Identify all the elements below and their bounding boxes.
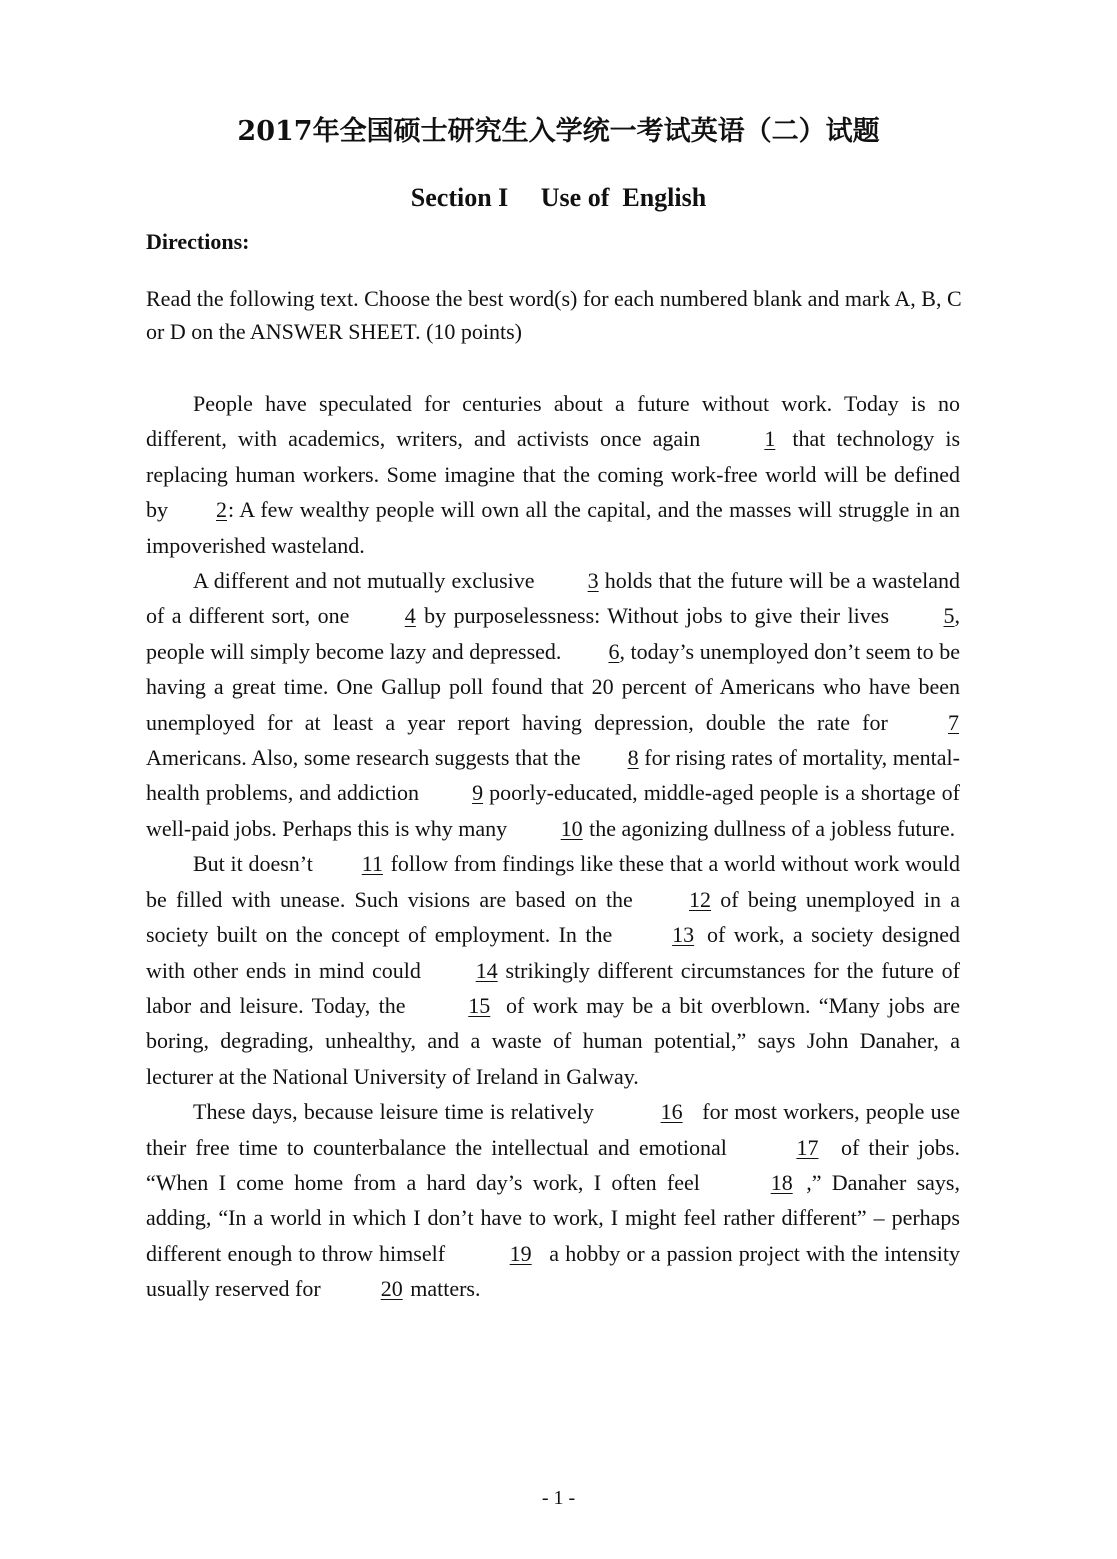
blank-17: 17 [796,1134,819,1160]
section-heading: Section I Use of English [410,183,707,212]
passage-text: strikingly different circumstances for the future of labor and leisure. Today, the [146,957,960,1018]
blank-2: 2 [216,497,227,523]
passage-text: follow from findings like these that a world without work would be filled with unease. Such visions are based on the [146,851,960,912]
passage-text: for rising rates of mortality, mental-health problems, and addiction [146,745,960,806]
blank-18: 18 [770,1169,793,1195]
blank-1: 1 [764,426,776,452]
passage-text: These days, because leisure time is relatively [193,1099,601,1125]
exam-title: 2017年全国硕士研究生入学统一考试英语（二）试题 [237,116,880,147]
passage-text: for most workers, people use their free time to counterbalance the intellectual and emotional [146,1099,960,1160]
blank-5: 5 [943,603,955,629]
blank-16: 16 [660,1099,683,1125]
passage-text: matters. [410,1276,481,1302]
directions-label: Directions: [146,229,250,254]
blank-10: 10 [560,815,583,841]
passage-paragraph-4 [146,1094,960,1306]
blank-13: 13 [672,922,695,948]
passage-text: the agonizing dullness of a jobless future. [589,815,956,841]
passage-text: that technology is replacing human workers. Some imagine that the coming work-free world will be defined by [146,426,961,523]
passage-text: A different and not mutually exclusive [193,568,541,594]
passage-text: : A few wealthy people will own all the capital, and the masses will struggle in an impoverished wasteland. [146,497,960,558]
blank-9: 9 [472,780,484,806]
blank-11: 11 [361,851,383,877]
passage-paragraph-3 [146,846,960,1094]
passage-text: of being unemployed in a society built on the concept of employment. In the [146,886,960,948]
passage-text: But it doesn’t [193,851,313,877]
passage-paragraph-2 [146,563,960,846]
passage-text: poorly-educated, middle-aged people is a shortage of well-paid jobs. Perhaps this is why many [146,780,960,841]
passage-text: holds that the future will be a wasteland of a different sort, one [146,568,960,629]
passage-text: a hobby or a passion project with the intensity usually reserved for [146,1240,961,1302]
passage-text: , today’s unemployed don’t seem to be having a great time. One Gallup poll found that 20 percent of Americans who have been unemployed for at least a year report having depression, double the rate for [146,638,960,735]
blank-6: 6 [608,638,620,664]
passage-text: of work may be a bit overblown. “Many jobs are boring, degrading, unhealthy, and a waste of human potential,” says John Danaher, a lecturer at the National University of Ireland in Galway. [146,992,961,1089]
passage-text: of their jobs. “When I come home from a hard day’s work, I often feel [146,1134,960,1195]
blank-8: 8 [627,745,639,771]
passage-text: Americans. Also, some research suggests that the [146,745,581,771]
passage-text: People have speculated for centuries about a future without work. Today is no different, with academics, writers, and activists once again [146,391,960,452]
passage-paragraph-1 [146,386,960,563]
passage-text: , people will simply become lazy and depressed. [146,603,960,664]
blank-20: 20 [380,1276,403,1302]
passage-text: of work, a society designed with other ends in mind could [146,922,960,983]
blank-14: 14 [475,957,498,983]
blank-15: 15 [468,992,491,1018]
page-number: - 1 - [541,1487,576,1509]
passage-text: ,” Danaher says, adding, “In a world in which I don’t have to work, I might feel rather different” – perhaps different enough to throw himself [146,1169,960,1266]
blank-7: 7 [948,709,959,735]
blank-4: 4 [404,603,416,629]
passage-text: by purposelessness: Without jobs to give their lives [416,603,897,629]
passage [146,386,960,1307]
blank-3: 3 [587,568,599,594]
blank-19: 19 [509,1240,532,1266]
directions-text: Read the following text. Choose the best word(s) for each numbered blank and mark A, B, C or D on the ANSWER SHEET. (10 points) [146,286,962,344]
blank-12: 12 [689,886,712,912]
